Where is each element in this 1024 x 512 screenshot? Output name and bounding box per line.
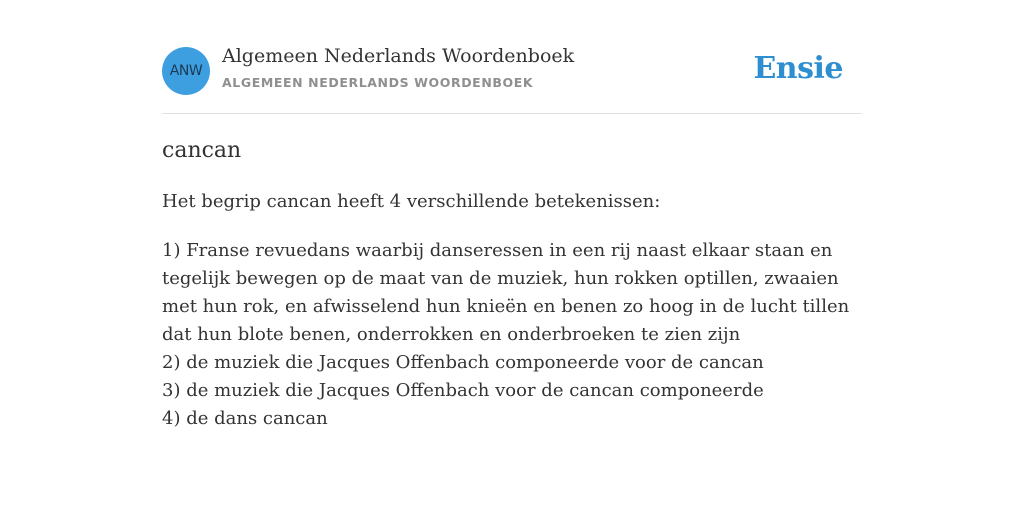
entry-card [162,0,862,429]
entry-intro: Het begrip cancan heeft 4 verschillende betekenissen: [162,191,661,212]
entry-term: cancan [162,138,242,163]
source-subtitle: ALGEMEEN NEDERLANDS WOORDENBOEK [222,75,534,90]
definition-list [162,237,862,433]
definition-item: 3) de muziek die Jacques Offenbach voor de cancan componeerde [162,380,764,401]
source-title[interactable]: Algemeen Nederlands Woordenboek [222,45,575,67]
anw-logo[interactable]: ANW [162,47,210,95]
ensie-logo-link[interactable]: Ensie [753,51,843,86]
source-header [162,0,862,114]
definition-item: 4) de dans cancan [162,408,328,429]
definition-item: 1) Franse revuedans waarbij danseressen in een rij naast elkaar staan en tegelijk bewegen op de maat van de muziek, hun rokken optillen, zwaaien met hun rok, en afwisselend hun knieën en benen zo hoog in de lucht tillen dat hun blote benen, onderrokken en onderbroeken te zien zijn [162,240,850,345]
definition-item: 2) de muziek die Jacques Offenbach componeerde voor de cancan [162,352,764,373]
